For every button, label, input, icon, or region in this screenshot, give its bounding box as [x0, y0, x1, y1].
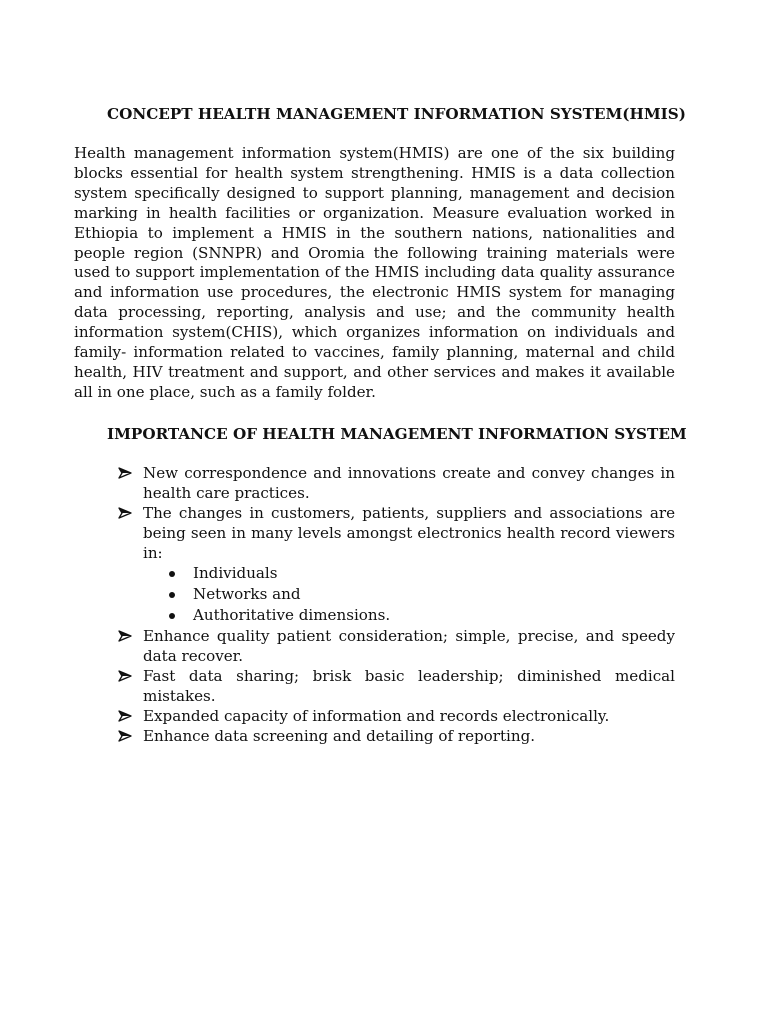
list-item: [118, 503, 675, 626]
arrow-right-icon: [118, 730, 132, 742]
viewer-levels-list: [143, 563, 675, 626]
list-item-text: The changes in customers, patients, suppliers and associations are being seen in many levels amongst electronics health record viewers in:: [143, 504, 675, 562]
importance-list: [118, 463, 675, 746]
list-item-text: Fast data sharing; brisk basic leadership; diminished medical mistakes.: [143, 667, 675, 705]
sub-list-item-text: Networks and: [193, 585, 301, 603]
list-item: [118, 726, 675, 746]
sub-list-item-text: Authoritative dimensions.: [193, 606, 391, 624]
arrow-right-icon: [118, 467, 132, 479]
arrow-right-icon: [118, 630, 132, 642]
list-item-text: Enhance data screening and detailing of reporting.: [143, 727, 536, 745]
intro-paragraph: Health management information system(HMIS) are one of the six building blocks essential for health system strengthening. HMIS is a data collection system specifically designed to support planning, management and decision marking in health facilities or organization. Measure evaluation worked in Ethiopia to implement a HMIS in the southern nations, nationalities and people region (SNNPR) and Oromia the following training materials were used to support implementation of the HMIS including data quality assurance and information use procedures, the electronic HMIS system for managing data processing, reporting, analysis and use; and the community health information system(CHIS), which organizes information on individuals and family- information related to vaccines, family planning, maternal and child health, HIV treatment and support, and other services and makes it available all in one place, such as a family folder.: [74, 144, 675, 401]
list-item: [118, 706, 675, 726]
arrow-right-icon: [118, 507, 132, 519]
arrow-right-icon: [118, 670, 132, 682]
list-item: [118, 666, 675, 706]
list-item-text: New correspondence and innovations create and convey changes in health care practices.: [143, 464, 675, 502]
sub-list-item: [143, 605, 675, 626]
bullet-icon: [169, 571, 175, 577]
document-title: CONCEPT HEALTH MANAGEMENT INFORMATION SYSTEM(HMIS): [107, 105, 686, 123]
list-item-text: Enhance quality patient consideration; simple, precise, and speedy data recover.: [143, 627, 675, 665]
bullet-icon: [169, 613, 175, 619]
section-heading: IMPORTANCE OF HEALTH MANAGEMENT INFORMATION SYSTEM: [107, 425, 687, 443]
list-item: [118, 463, 675, 503]
list-item: [118, 626, 675, 666]
bullet-icon: [169, 592, 175, 598]
list-item-text: Expanded capacity of information and records electronically.: [143, 707, 610, 725]
sub-list-item: [143, 584, 675, 605]
sub-list-item-text: Individuals: [193, 564, 278, 582]
sub-list-item: [143, 563, 675, 584]
arrow-right-icon: [118, 710, 132, 722]
